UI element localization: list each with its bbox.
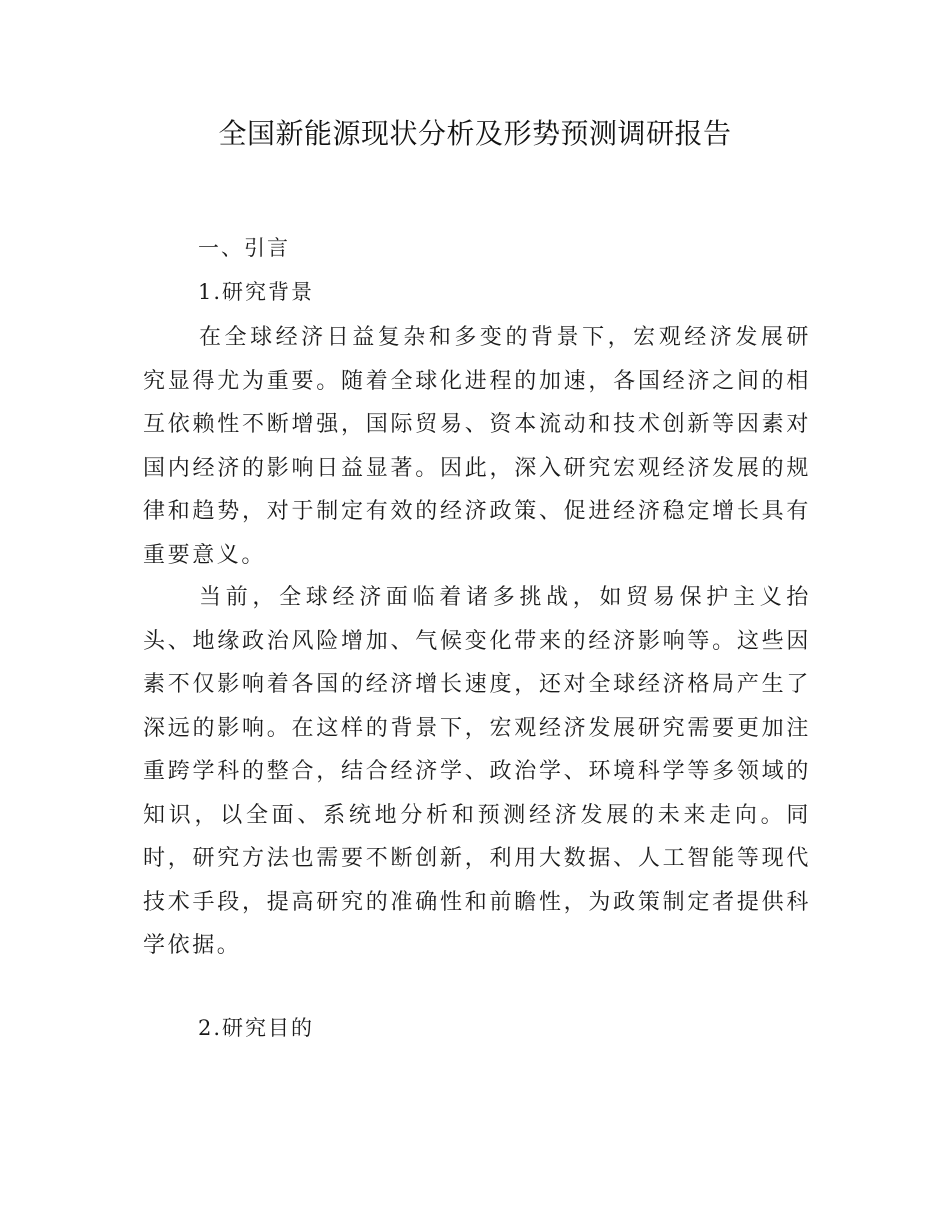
subsection-heading-research-purpose: 2.研究目的 [198,1016,315,1040]
document-title: 全国新能源现状分析及形势预测调研报告 [218,117,732,150]
paragraph-background-2: 当前，全球经济面临着诸多挑战，如贸易保护主义抬头、地缘政治风险增加、气候变化带来的经济影响等。这些因素不仅影响着各国的经济增长速度，还对全球经济格局产生了深远的影响。在这样的背景下，宏观经济发展研究需要更加注重跨学科的整合，结合经济学、政治学、环境科学等多领域的知识，以全面、系统地分析和预测经济发展的未来走向。同时，研究方法也需要不断创新，利用大数据、人工智能等现代技术手段，提高研究的准确性和前瞻性，为政策制定者提供科学依据。 [143,585,811,958]
paragraph-background-1: 在全球经济日益复杂和多变的背景下，宏观经济发展研究显得尤为重要。随着全球化进程的加速，各国经济之间的相互依赖性不断增强，国际贸易、资本流动和技术创新等因素对国内经济的影响日益显著。因此，深入研究宏观经济发展的规律和趋势，对于制定有效的经济政策、促进经济稳定增长具有重要意义。 [143,325,811,568]
subsection-heading-research-background: 1.研究背景 [198,280,315,304]
section-heading-introduction: 一、引言 [198,236,290,260]
